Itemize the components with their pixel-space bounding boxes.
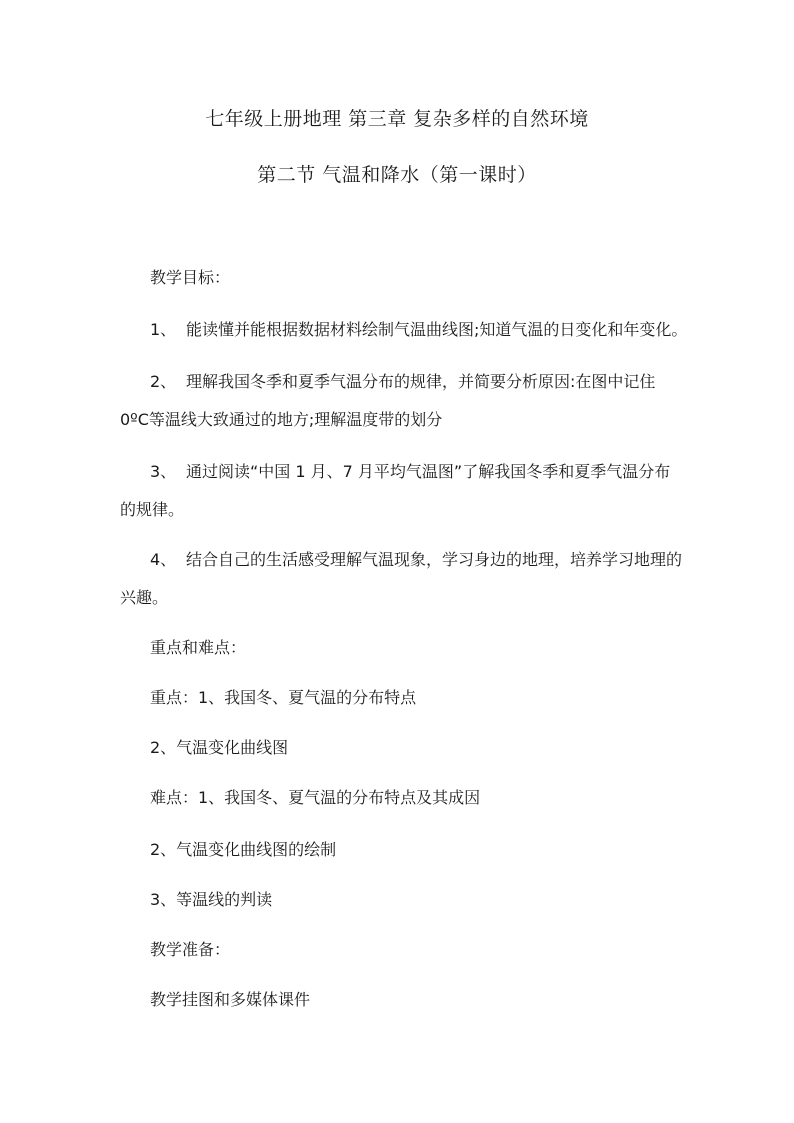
section-title: 第二节 气温和降水（第一课时） (257, 164, 537, 186)
difficulty-line: 2、气温变化曲线图的绘制 (150, 840, 337, 859)
objective-item (150, 372, 655, 392)
key-point-line: 重点：1、我国冬、夏气温的分布特点 (150, 688, 417, 707)
key-point-line: 2、气温变化曲线图 (150, 738, 289, 757)
objective-continuation: 的规律。 (120, 500, 185, 519)
difficulty-line: 3、等温线的判读 (150, 890, 273, 909)
objective-number: 4、 (150, 550, 177, 569)
objective-item (150, 462, 670, 482)
objective-text: 结合自己的生活感受理解气温现象，学习身边的地理，培养学习地理的 (186, 550, 683, 569)
objective-text: 通过阅读“中国 1 月、7 月平均气温图”了解我国冬季和夏季气温分布 (186, 462, 671, 481)
objective-item (150, 550, 682, 570)
objective-continuation: 兴趣。 (120, 588, 169, 607)
objective-text: 能读懂并能根据数据材料绘制气温曲线图;知道气温的日变化和年变化。 (186, 320, 688, 339)
preparation-heading: 教学准备： (150, 940, 231, 959)
document-title: 七年级上册地理 第三章 复杂多样的自然环境 (205, 108, 589, 130)
objectives-heading: 教学目标： (150, 268, 231, 287)
objective-number: 2、 (150, 372, 177, 391)
objective-number: 1、 (150, 320, 177, 339)
objective-text: 理解我国冬季和夏季气温分布的规律，并简要分析原因:在图中记住 (186, 372, 656, 391)
preparation-text: 教学挂图和多媒体课件 (150, 990, 311, 1009)
key-points-heading: 重点和难点： (150, 638, 247, 657)
objective-number: 3、 (150, 462, 177, 481)
objective-item (150, 320, 687, 340)
objective-continuation: 0ºC等温线大致通过的地方;理解温度带的划分 (120, 410, 443, 429)
difficulty-line: 难点：1、我国冬、夏气温的分布特点及其成因 (150, 788, 481, 807)
